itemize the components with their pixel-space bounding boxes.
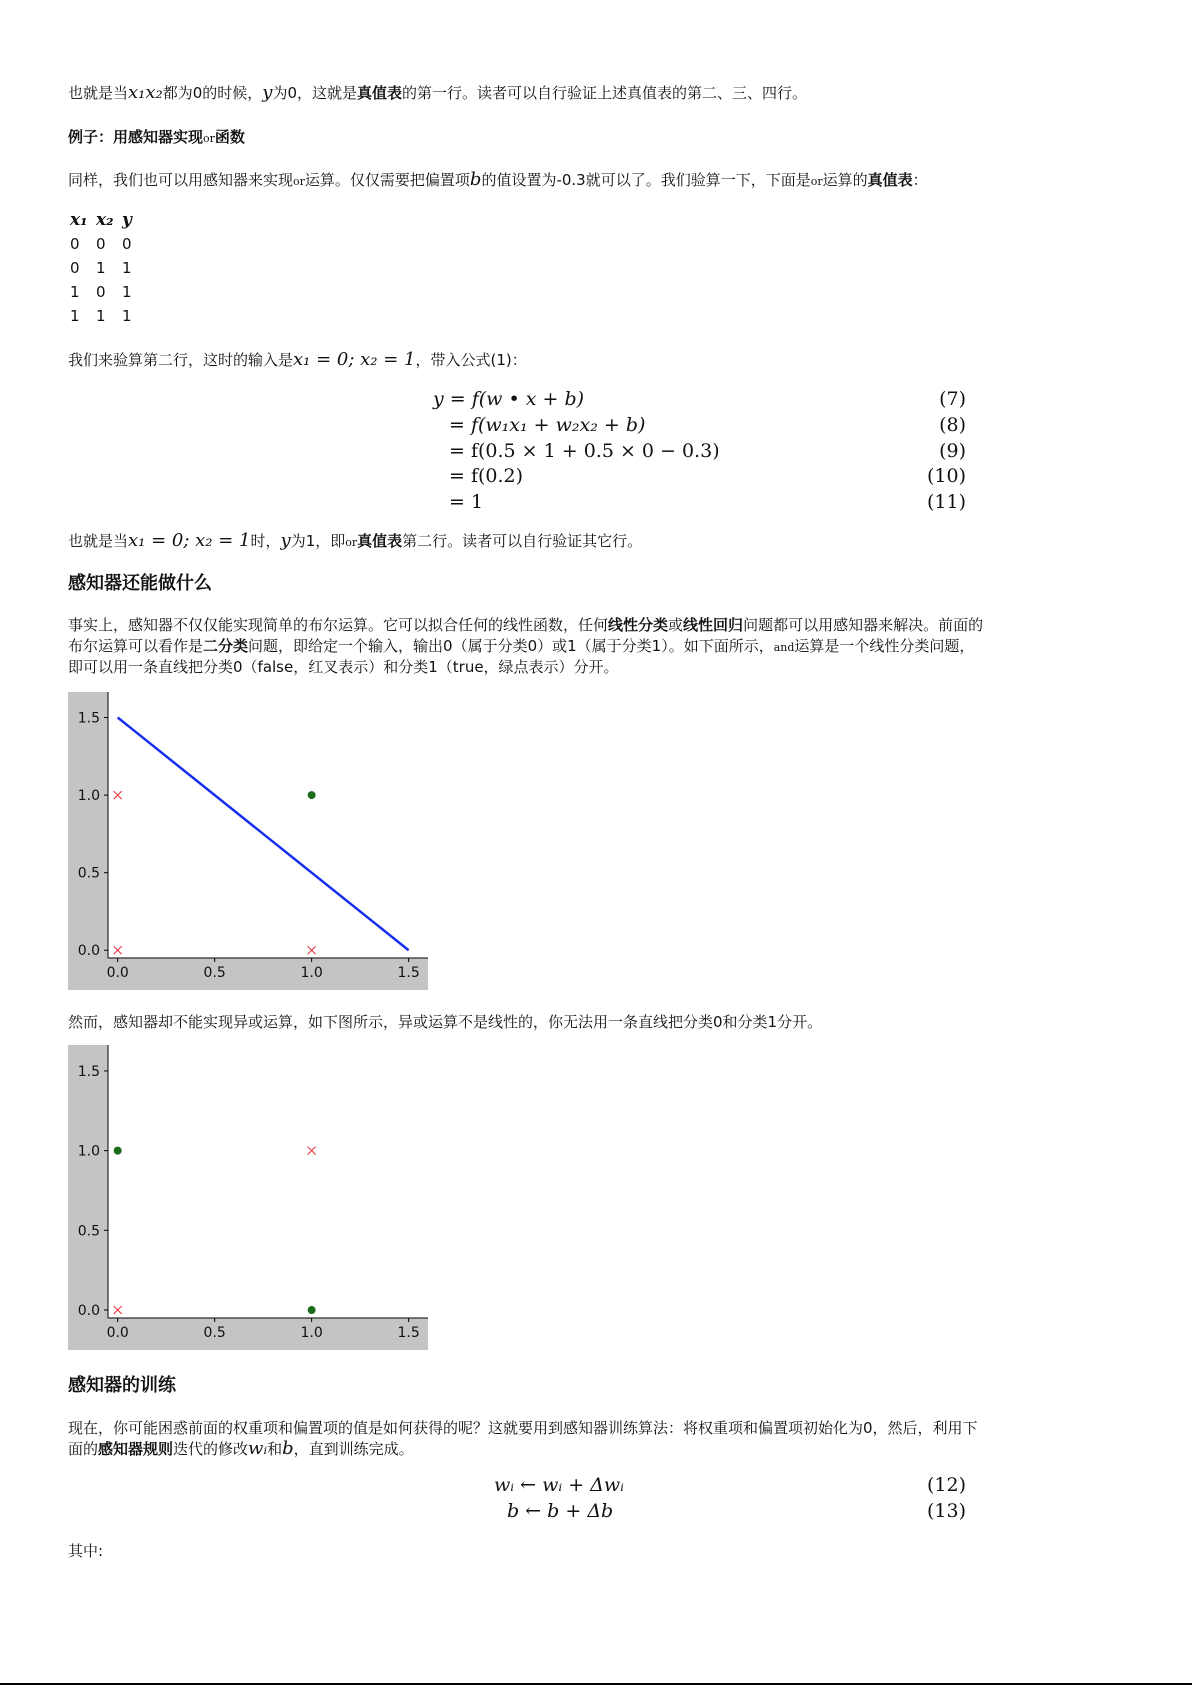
- code-text: and: [773, 641, 795, 654]
- x-tick-label: 0.5: [203, 965, 226, 981]
- table-row: [70, 280, 148, 304]
- equation-number: (8): [939, 414, 966, 436]
- paragraph-verify-row2: [68, 350, 1048, 370]
- header-cell: y: [122, 210, 132, 230]
- table-cell: 1: [122, 307, 132, 325]
- paragraph-linear-line3: [68, 657, 1048, 677]
- math-inline: b: [469, 169, 482, 190]
- equation: = f(w₁x₁ + w₂x₂ + b): [449, 414, 646, 436]
- text: 或: [668, 616, 684, 634]
- y-tick-label: 0.5: [77, 865, 100, 882]
- table-row: [70, 256, 148, 280]
- y-tick-label: 1.0: [77, 788, 100, 805]
- green-dot-marker: [308, 791, 316, 799]
- text: 其中:: [68, 1542, 104, 1560]
- math-inline: y: [262, 82, 273, 103]
- x-tick-label: 1.5: [397, 1325, 420, 1341]
- paragraph-training-line2: [68, 1439, 1048, 1459]
- table-cell: 1: [122, 283, 132, 301]
- paragraph-linear-line1: [68, 615, 1048, 635]
- text: 例子：用感知器实现: [68, 128, 204, 146]
- code-text: or: [203, 132, 215, 145]
- y-tick-label: 1.0: [77, 1143, 100, 1160]
- table-cell: 1: [96, 259, 106, 277]
- plot-area: [108, 692, 428, 958]
- code-text: or: [345, 536, 358, 549]
- paragraph-linear-line2: [68, 636, 1048, 658]
- paragraph-training-line1: [68, 1418, 1048, 1438]
- table-cell: 1: [70, 307, 80, 325]
- paragraph-row2-result: [68, 531, 1048, 553]
- paragraph-xor: [68, 1012, 1048, 1032]
- plot-svg: [68, 692, 428, 990]
- bold-text: 真值表: [357, 84, 403, 102]
- text: 运算。仅仅需要把偏置项: [304, 171, 470, 189]
- y-tick-label: 0.5: [77, 1223, 100, 1240]
- text: 为1，即: [290, 532, 346, 550]
- text: 面的: [68, 1440, 99, 1458]
- table-cell: 0: [96, 283, 106, 301]
- text: 时，: [250, 532, 281, 550]
- paragraph-truth-row1: [68, 83, 1048, 103]
- equation: = f(0.2): [449, 465, 524, 487]
- paragraph-where: [68, 1541, 1048, 1561]
- text: ，直到训练完成。: [293, 1440, 414, 1458]
- x-tick-label: 0.0: [106, 1325, 129, 1341]
- y-tick-label: 1.5: [77, 1063, 100, 1080]
- table-cell: 1: [96, 307, 106, 325]
- header-cell: x₁: [70, 210, 88, 230]
- equation-number: (11): [926, 491, 966, 513]
- bold-text: 线性回归: [683, 616, 744, 634]
- truth-table: [70, 208, 148, 328]
- plot-svg: [68, 1045, 428, 1350]
- code-text: or: [293, 175, 305, 188]
- text: 的第一行。读者可以自行验证上述真值表的第二、三、四行。: [402, 84, 808, 102]
- plot-area: [108, 1045, 428, 1318]
- text: 也就是当: [68, 532, 129, 550]
- math-inline: b: [282, 1438, 294, 1459]
- y-tick-label: 1.5: [77, 710, 100, 727]
- table-cell: 0: [122, 235, 132, 253]
- table-cell: 0: [70, 235, 80, 253]
- bold-text: 感知器规则: [98, 1440, 174, 1458]
- text: 事实上，感知器不仅仅能实现简单的布尔运算。它可以拟合任何的线性函数，任何: [68, 616, 609, 634]
- equation: b ← b + Δb: [507, 1500, 614, 1522]
- truth-table-header: [70, 208, 148, 232]
- text: 函数: [214, 128, 245, 146]
- x-tick-label: 0.5: [203, 1325, 226, 1341]
- text: 同样，我们也可以用感知器来实现: [68, 171, 294, 189]
- text: 即可以用一条直线把分类0（false，红叉表示）和分类1（true，绿点表示）分开。: [68, 658, 619, 676]
- text: 为0，这就是: [272, 84, 358, 102]
- math-inline: x₁ = 0; x₂ = 1: [293, 349, 416, 370]
- header-cell: x₂: [96, 210, 114, 230]
- bold-text: 真值表: [357, 532, 403, 550]
- text: 都为0的时候，: [162, 84, 263, 102]
- equation-number: (7): [939, 388, 966, 410]
- text: 我们来验算第二行，这时的输入是: [68, 351, 294, 369]
- and-scatter-plot: [68, 692, 428, 990]
- math-inline: x₁ = 0; x₂ = 1: [128, 530, 251, 551]
- equation-number: (12): [926, 1474, 966, 1496]
- equation-number: (10): [926, 465, 966, 487]
- bold-text: 二分类: [203, 637, 249, 655]
- table-cell: 0: [96, 235, 106, 253]
- text: ：: [912, 171, 928, 189]
- example-heading: [68, 127, 1048, 149]
- text: 和: [267, 1440, 283, 1458]
- table-cell: 1: [122, 259, 132, 277]
- text: 布尔运算可以看作是: [68, 637, 204, 655]
- equation: wᵢ ← wᵢ + Δwᵢ: [494, 1474, 624, 1496]
- math-inline: x₁x₂: [128, 82, 163, 103]
- x-tick-label: 0.0: [106, 965, 129, 981]
- text: 第二行。读者可以自行验证其它行。: [402, 532, 643, 550]
- text: 现在，你可能困惑前面的权重项和偏置项的值是如何获得的呢？这就要用到感知器训练算法：将权重项和偏置项初始化为0，然后，利用下: [68, 1419, 978, 1437]
- math-inline: y: [280, 530, 291, 551]
- text: 运算是一个线性分类问题，: [794, 637, 975, 655]
- table-row: [70, 304, 148, 328]
- equation: = f(0.5 × 1 + 0.5 × 0 − 0.3): [449, 440, 720, 462]
- x-tick-label: 1.0: [300, 965, 323, 981]
- text: 问题，即给定一个输入，输出0（属于分类0）或1（属于分类1）。如下面所示，: [248, 637, 774, 655]
- code-text: or: [810, 175, 823, 188]
- equation-number: (13): [926, 1500, 966, 1522]
- equation: y = f(w • x + b): [433, 388, 585, 410]
- equation-number: (9): [939, 440, 966, 462]
- text: 问题都可以用感知器来解决。前面的: [743, 616, 984, 634]
- table-cell: 1: [70, 283, 80, 301]
- section-title: 感知器还能做什么: [68, 573, 212, 594]
- text: 也就是当: [68, 84, 129, 102]
- math-inline: wᵢ: [248, 1438, 268, 1459]
- xor-scatter-plot: [68, 1045, 428, 1350]
- text: 运算的: [822, 171, 868, 189]
- x-tick-label: 1.0: [300, 1325, 323, 1341]
- table-cell: 0: [70, 259, 80, 277]
- text: 的值设置为-0.3就可以了。我们验算一下，下面是: [481, 171, 811, 189]
- text: 迭代的修改: [173, 1440, 249, 1458]
- bold-text: 线性分类: [608, 616, 669, 634]
- paragraph-or-intro: [68, 170, 1048, 192]
- text: ，带入公式(1)：: [415, 351, 527, 369]
- x-tick-label: 1.5: [397, 965, 420, 981]
- green-dot-marker: [308, 1306, 316, 1314]
- green-dot-marker: [114, 1147, 122, 1155]
- table-row: [70, 232, 148, 256]
- y-tick-label: 0.0: [77, 943, 100, 960]
- section-title: 感知器的训练: [68, 1375, 176, 1396]
- bold-text: 真值表: [867, 171, 913, 189]
- equation: = 1: [449, 491, 484, 513]
- y-tick-label: 0.0: [77, 1303, 100, 1320]
- text: 然而，感知器却不能实现异或运算，如下图所示，异或运算不是线性的，你无法用一条直线把分类0和分类1分开。: [68, 1013, 823, 1031]
